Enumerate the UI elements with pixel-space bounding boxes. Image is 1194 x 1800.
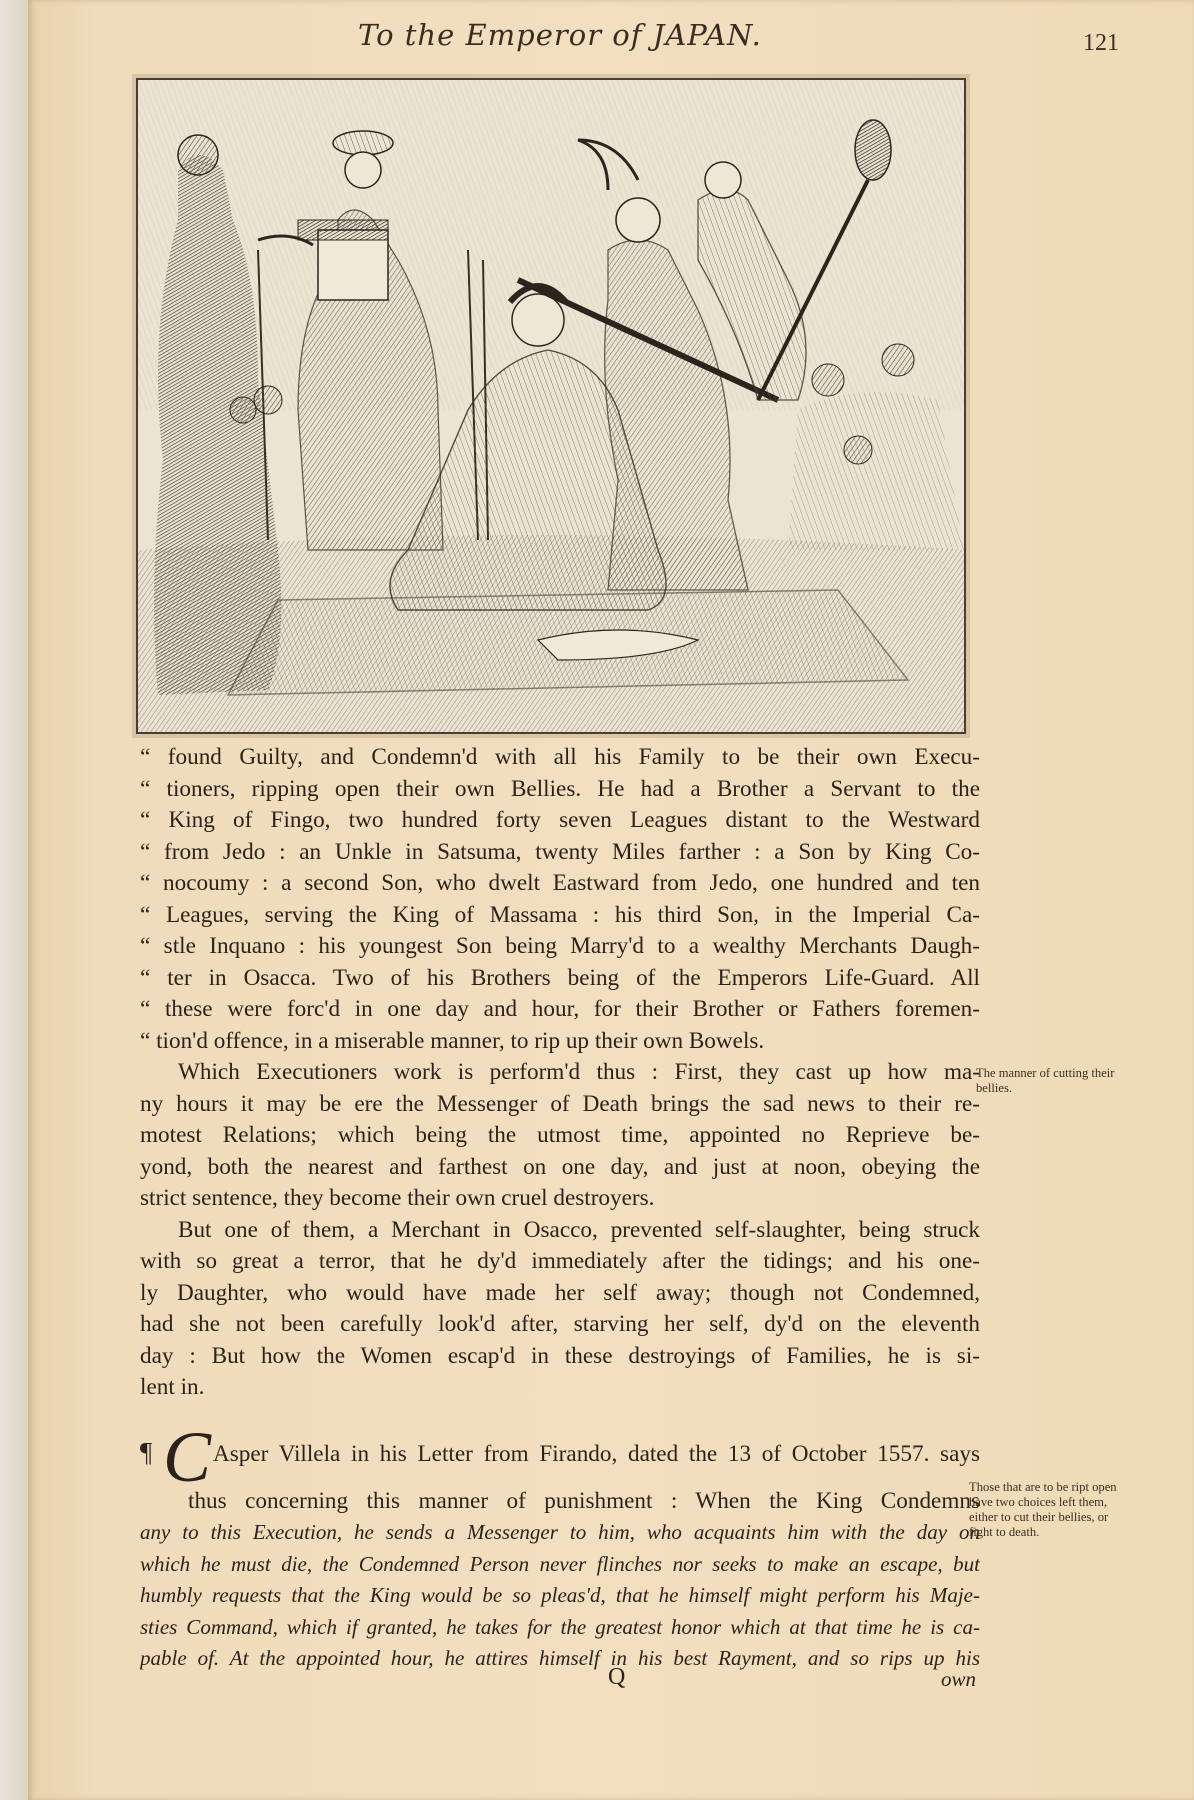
text-line: “ found Guilty, and Condemn'd with all his Family to be their own Execu- <box>140 744 980 770</box>
text-line: thus concerning this manner of punishment : When the King Condemns <box>188 1487 980 1514</box>
engraving-plate <box>136 78 966 734</box>
text-line: lent in. <box>140 1374 205 1400</box>
text-line: strict sentence, they become their own cruel destroyers. <box>140 1185 655 1211</box>
text-line: Which Executioners work is perform'd thus : First, they cast up how ma- <box>178 1059 980 1085</box>
engraving-icon <box>138 80 964 732</box>
text-line: yond, both the nearest and farthest on one day, and just at noon, obeying the <box>140 1153 980 1180</box>
text-line: humbly requests that the King would be so pleas'd, that he himself might perform his Maje- <box>140 1583 980 1607</box>
margin-note: Those that are to be ript open have two choices left them, either to cut their bellies, or fight to death. <box>969 1480 1117 1539</box>
pilcrow-icon: ¶ <box>140 1436 153 1467</box>
body-text <box>140 742 980 1675</box>
text-line: had she not been carefully look'd after, starving her self, dy'd on the eleventh <box>140 1311 980 1337</box>
text-line: “ these were forc'd in one day and hour, for their Brother or Fathers foremen- <box>140 996 980 1022</box>
text-line: “ ter in Osacca. Two of his Brothers being of the Emperors Life-Guard. All <box>140 964 980 991</box>
text-line: “ tion'd offence, in a miserable manner, to rip up their own Bowels. <box>140 1027 765 1054</box>
text-line: “ King of Fingo, two hundred forty seven Leagues distant to the Westward <box>140 807 980 833</box>
text-line: “ tioners, ripping open their own Bellies. He had a Brother a Servant to the <box>140 775 980 802</box>
drop-cap: C <box>162 1427 211 1486</box>
text-line: which he must die, the Condemned Person never flinches nor seeks to make an escape, but <box>140 1551 980 1576</box>
text-line: “ from Jedo : an Unkle in Satsuma, twenty Miles farther : a Son by King Co- <box>140 838 980 865</box>
text-line-content: Asper Villela in his Letter from Firando, dated the 13 of October 1557. says <box>212 1440 980 1467</box>
text-line: motest Relations; which being the utmost time, appointed no Reprieve be- <box>140 1122 980 1148</box>
margin-note: The manner of cutting their bellies. <box>976 1066 1115 1095</box>
signature-mark: Q <box>608 1664 626 1690</box>
catchword: own <box>941 1667 977 1691</box>
page-number: 121 <box>1083 30 1119 56</box>
text-line: But one of them, a Merchant in Osacco, prevented self-slaughter, being struck <box>178 1216 980 1243</box>
text-line: pable of. At the appointed hour, he attires himself in his best Rayment, and so rips up his <box>140 1646 980 1670</box>
page-edge <box>0 0 28 1800</box>
book-page <box>28 0 1194 1800</box>
text-line <box>140 1428 980 1486</box>
text-line: ny hours it may be ere the Messenger of Death brings the sad news to their re- <box>140 1090 980 1117</box>
text-line: with so great a terror, that he dy'd immediately after the tidings; and his one- <box>140 1248 980 1274</box>
running-head: To the Emperor of JAPAN. <box>358 18 762 52</box>
text-line: ly Daughter, who would have made her self away; though not Condemned, <box>140 1279 980 1306</box>
text-line: “ nocoumy : a second Son, who dwelt Eastward from Jedo, one hundred and ten <box>140 870 980 896</box>
text-line: day : But how the Women escap'd in these destroyings of Families, he is si- <box>140 1342 980 1369</box>
text-line: “ stle Inquano : his youngest Son being Marry'd to a wealthy Merchants Daugh- <box>140 933 980 959</box>
text-line: sties Command, which if granted, he takes for the greatest honor which at that time he is ca- <box>140 1614 980 1639</box>
text-line: any to this Execution, he sends a Messenger to him, who acquaints him with the day on <box>140 1520 980 1544</box>
text-line: “ Leagues, serving the King of Massama : his third Son, in the Imperial Ca- <box>140 901 980 928</box>
